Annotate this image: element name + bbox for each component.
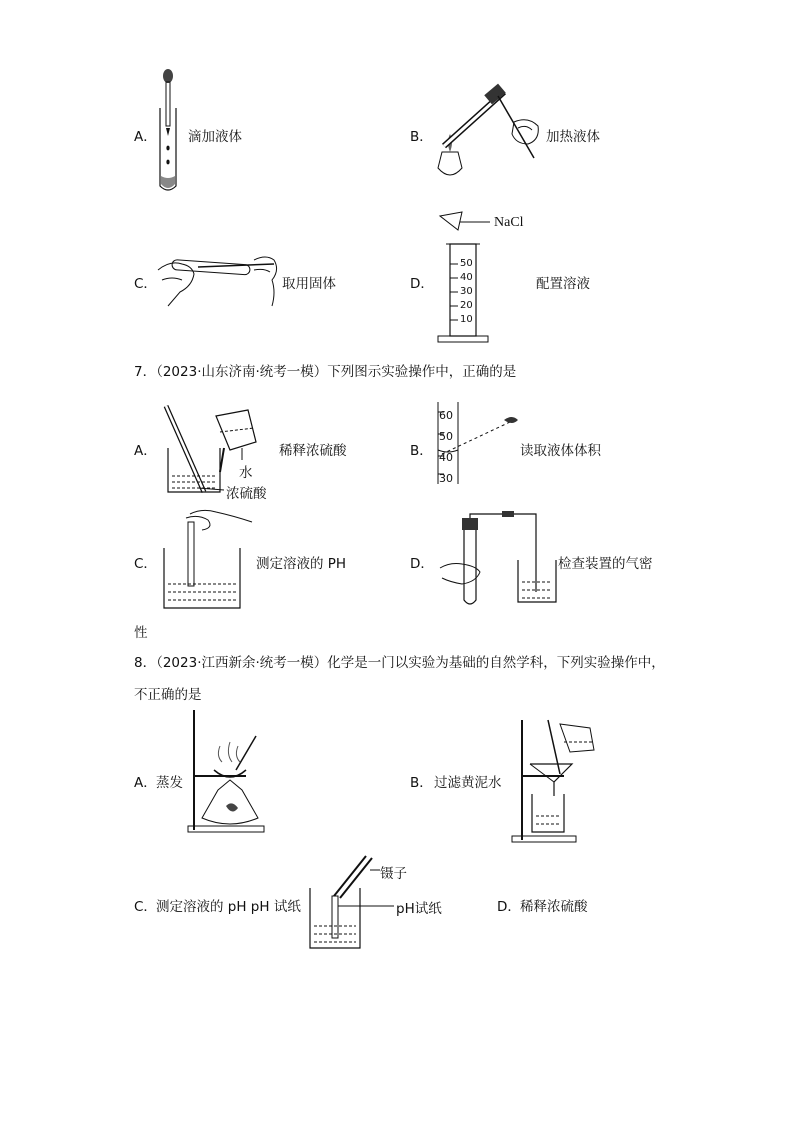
q7-option-c-letter: C． <box>134 556 157 572</box>
taking-solid-figure <box>158 240 282 308</box>
q7-option-d-letter: D． <box>410 556 434 572</box>
scale-tick-60: 60 <box>439 409 453 422</box>
q8-option-d-label: 稀释浓硫酸 <box>520 899 588 915</box>
q8-option-b-letter: B． <box>410 775 433 791</box>
q7-option-a-label: 稀释浓硫酸 <box>279 443 347 459</box>
scale-tick-30: 30 <box>460 286 473 297</box>
heating-test-tube-figure <box>428 86 548 182</box>
scale-tick-30: 30 <box>439 472 453 485</box>
scale-tick-40: 40 <box>439 451 453 464</box>
q8-stem-line2: 不正确的是 <box>134 687 202 703</box>
q7-option-b-label: 读取液体体积 <box>520 443 601 459</box>
q6-option-c-label: 取用固体 <box>282 276 336 292</box>
q7-option-c-label: 测定溶液的 PH <box>256 556 347 572</box>
scale-tick-50: 50 <box>460 258 473 269</box>
q8-option-c-letter: C． <box>134 899 157 915</box>
q7-option-d-label: 检查装置的气密 <box>558 556 653 572</box>
conc-acid-label: 浓硫酸 <box>226 486 267 502</box>
q8-option-a-letter: A． <box>134 775 157 791</box>
q8-stem-line1: 8．（2023·江西新余·统考一模）化学是一门以实验为基础的自然学科，下列实验操作中， <box>134 655 665 671</box>
scale-tick-50: 50 <box>439 430 453 443</box>
ph-test-wrong-figure <box>160 504 256 610</box>
q8-option-b-label: 过滤黄泥水 <box>434 775 502 791</box>
q6-option-b-letter: B． <box>410 129 433 145</box>
q7-option-a-letter: A． <box>134 443 157 459</box>
tweezers-label: 镊子 <box>380 866 407 882</box>
scale-tick-20: 20 <box>460 300 473 311</box>
q8-option-a-label: 蒸发 <box>156 775 183 791</box>
q6-option-c-letter: C． <box>134 276 157 292</box>
q7-option-d-wrap: 性 <box>134 625 148 641</box>
q7-option-b-letter: B． <box>410 443 433 459</box>
cylinder-scale <box>460 257 473 327</box>
q6-option-d-letter: D． <box>410 276 434 292</box>
scale-tick-40: 40 <box>460 272 473 283</box>
q8-option-d-letter: D． <box>497 899 521 915</box>
scale-tick-10: 10 <box>460 314 473 325</box>
ph-paper-label: pH试纸 <box>396 901 442 917</box>
q6-option-a-letter: A． <box>134 129 157 145</box>
q6-option-a-label: 滴加液体 <box>188 129 242 145</box>
airtightness-check-figure <box>436 512 566 608</box>
q6-option-d-label: 配置溶液 <box>536 276 590 292</box>
water-label: 水 <box>239 465 253 481</box>
filtration-figure <box>508 716 604 844</box>
q8-option-c-label: 测定溶液的 pH pH 试纸 <box>156 899 301 915</box>
evaporation-figure <box>186 706 268 834</box>
nacl-label: NaCl <box>494 215 524 230</box>
q7-stem: 7．（2023·山东济南·统考一模）下列图示实验操作中，正确的是 <box>134 364 517 380</box>
volume-scale <box>439 405 453 489</box>
q6-option-b-label: 加热液体 <box>546 129 600 145</box>
dropper-test-tube-figure <box>150 68 186 194</box>
